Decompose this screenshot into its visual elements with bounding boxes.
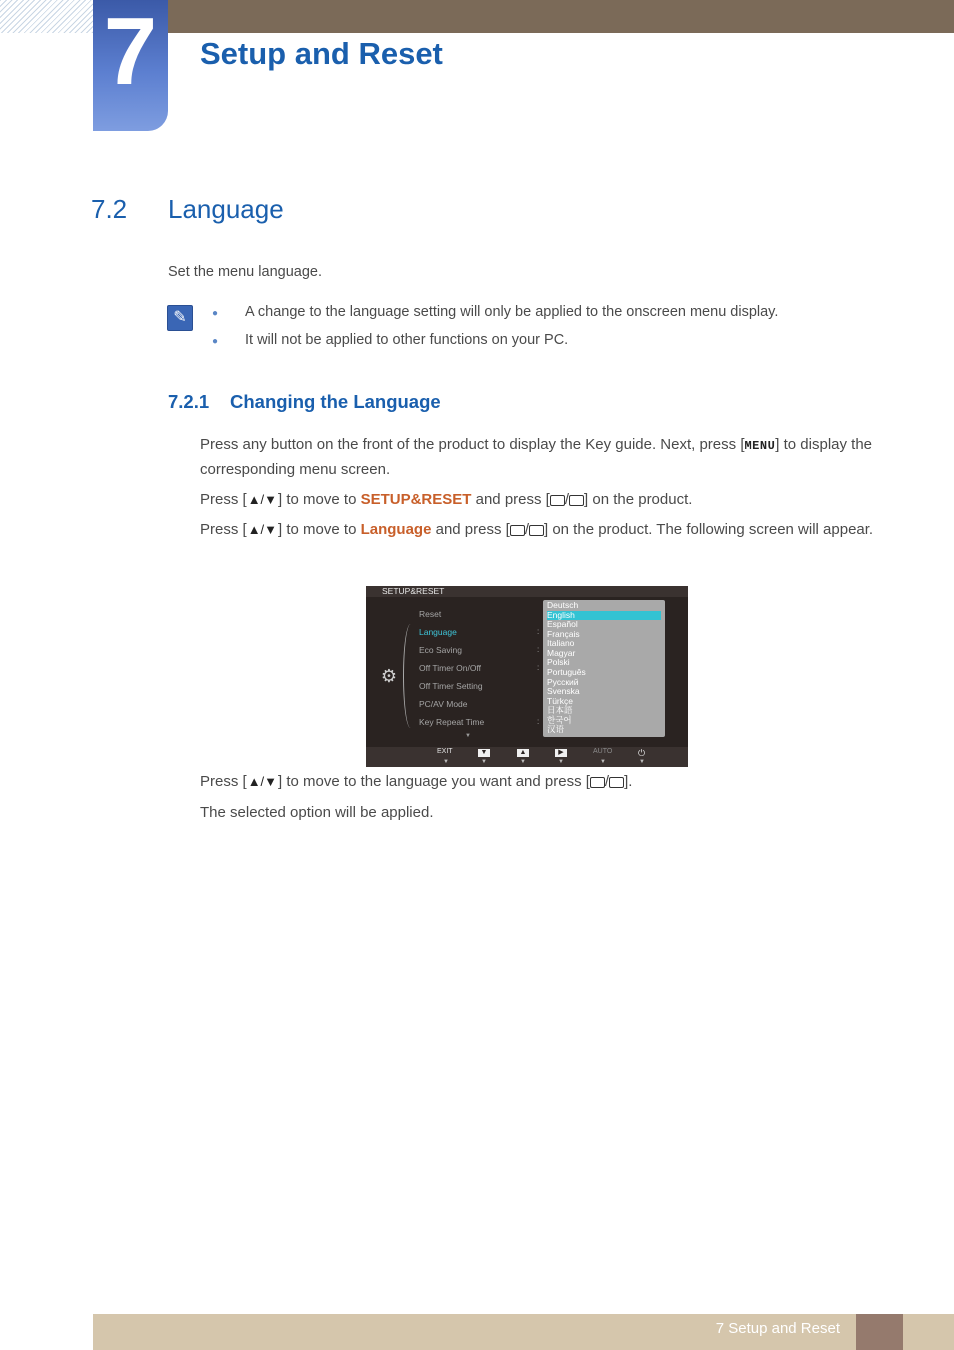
- osd-menu-item: Key Repeat Time: [419, 717, 485, 727]
- language-option: Svenska: [547, 686, 580, 696]
- language-option: Italiano: [547, 638, 575, 648]
- chapter-header-bar: [93, 0, 954, 33]
- bullet-icon: ●: [212, 336, 219, 347]
- corner-hatch: [0, 0, 93, 33]
- osd-menu-item: Reset: [419, 609, 442, 619]
- language-option: Magyar: [547, 648, 576, 658]
- osd-menu-item: Off Timer On/Off: [419, 663, 482, 673]
- up-down-key: ▲/▼: [247, 522, 278, 537]
- note-item: It will not be applied to other functions on your PC.: [245, 332, 569, 348]
- osd-key-guide: EXIT ▼ ▲ ▶ AUTO ⏻ ▼ ▼ ▼ ▼ ▼ ▼: [366, 747, 688, 767]
- right-button-icon: ▶: [555, 749, 567, 757]
- source-key-icon: [510, 525, 525, 536]
- source-key-icon: [550, 495, 565, 506]
- enter-key-icon: [529, 525, 544, 536]
- osd-header: SETUP&RESET: [366, 586, 688, 597]
- step-paragraph-5: The selected option will be applied.: [200, 804, 434, 821]
- gear-icon: ⚙: [380, 666, 398, 686]
- language-option: Türkçe: [547, 696, 573, 706]
- chapter-number: 7: [103, 0, 158, 105]
- language-option: Português: [547, 667, 586, 677]
- language-option: 汉语: [547, 724, 565, 734]
- enter-key-icon: [609, 777, 624, 788]
- scroll-down-icon: ▼: [465, 733, 471, 739]
- subsection-number: 7.2.1: [168, 391, 210, 412]
- highlight-language: Language: [360, 521, 432, 538]
- step-paragraph-2: Press [▲/▼] to move to SETUP&RESET and press [ / ] on the product.: [200, 488, 890, 512]
- step-paragraph-3: Press [▲/▼] to move to Language and press [ / ] on the product. The following screen will appear.: [200, 518, 890, 542]
- language-option-selected: English: [547, 611, 661, 620]
- power-icon: ⏻: [638, 748, 646, 758]
- chapter-title: Setup and Reset: [200, 36, 443, 71]
- step-paragraph-4: Press [▲/▼] to move to the language you want and press [ / ].: [200, 770, 890, 794]
- language-option: 日本語: [547, 705, 573, 715]
- osd-menu-item: Off Timer Setting: [419, 681, 483, 691]
- osd-menu-item: PC/AV Mode: [419, 699, 468, 709]
- footer-text: 7 Setup and Reset: [715, 1320, 840, 1337]
- language-option: Polski: [547, 657, 570, 667]
- language-option: Français: [547, 629, 580, 639]
- language-option: Deutsch: [547, 600, 579, 610]
- note-item: A change to the language setting will only be applied to the onscreen menu display.: [245, 304, 779, 320]
- osd-menu-item-selected: Language: [419, 627, 457, 637]
- step-paragraph-1: Press any button on the front of the product to display the Key guide. Next, press [MENU] to display the corresponding menu screen.: [200, 436, 873, 478]
- up-down-key: ▲/▼: [247, 492, 278, 507]
- language-dropdown: [543, 600, 665, 737]
- up-down-key: ▲/▼: [247, 774, 278, 789]
- osd-screen: SETUP&RESET ⚙ Reset Language Eco Saving Off Timer On/Off Off Timer Setting PC/AV Mode Key Repeat Time : : : : ▼ Deutsch English Español Français Italiano Magyar Polski Português Русский Svenska Türkçe 日本語 한국어 汉语 EXIT ▼ ▲ ▶ AUTO ⏻ ▼ ▼ ▼ ▼ ▼ ▼: [366, 586, 688, 767]
- down-button-icon: ▼: [478, 749, 490, 757]
- highlight-setup-reset: SETUP&RESET: [360, 491, 472, 508]
- language-option: 한국어: [547, 715, 572, 725]
- osd-menu-item: Eco Saving: [419, 645, 462, 655]
- language-option: Español: [547, 619, 578, 629]
- section-intro: Set the menu language.: [168, 264, 322, 280]
- section-title: Language: [168, 194, 284, 224]
- up-button-icon: ▲: [517, 749, 529, 757]
- section-number: 7.2: [91, 194, 128, 224]
- note-icon: ✎: [167, 305, 193, 331]
- bullet-icon: ●: [212, 308, 219, 319]
- subsection-title: Changing the Language: [230, 391, 441, 412]
- page-number-box: [856, 1314, 903, 1350]
- menu-key: MENU: [744, 439, 776, 453]
- enter-key-icon: [569, 495, 584, 506]
- exit-label: EXIT: [437, 748, 453, 755]
- language-option: Русский: [547, 677, 579, 687]
- auto-label: AUTO: [593, 748, 613, 755]
- source-key-icon: [590, 777, 605, 788]
- menu-arc: [403, 624, 418, 728]
